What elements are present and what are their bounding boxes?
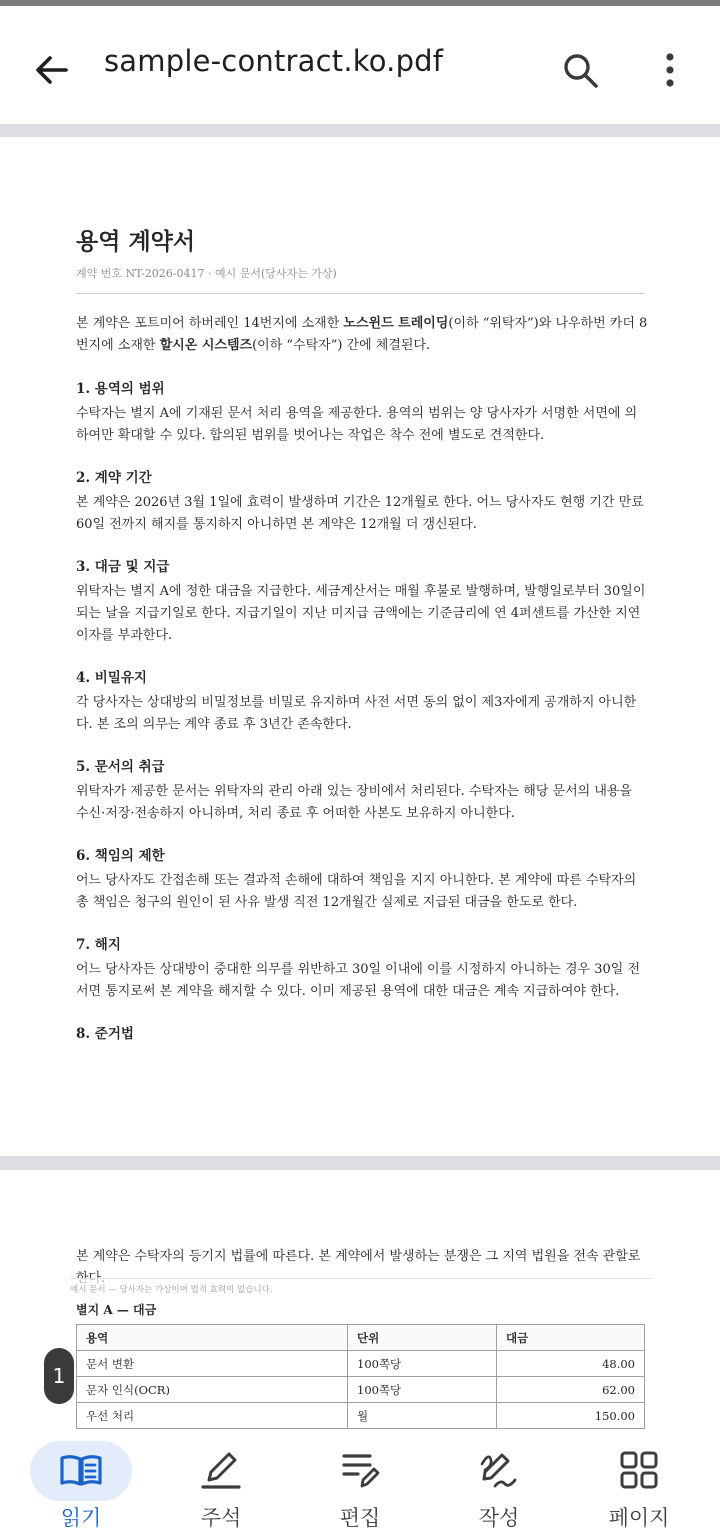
edit-text-icon: [336, 1446, 384, 1494]
page-footnote: 예시 문서 — 당사자는 가상이며 법적 효력이 없습니다.: [70, 1278, 652, 1295]
nav-annotate-label: 주석: [200, 1506, 242, 1530]
app-bar: [0, 6, 720, 124]
arrow-left-icon: [30, 48, 74, 92]
table-cell: 62.00: [497, 1377, 645, 1403]
section-heading: 1. 용역의 범위: [76, 381, 165, 397]
nav-edit[interactable]: [290, 1432, 430, 1536]
table-row: [77, 1351, 645, 1377]
table-cell: 문자 인식(OCR): [77, 1377, 348, 1403]
search-button[interactable]: [558, 48, 602, 92]
bottom-navigation: [0, 1432, 720, 1536]
table-cell: 100쪽당: [348, 1351, 497, 1377]
section-body: 어느 당사자든 상대방이 중대한 의무를 위반하고 30일 이내에 이를 시정하지 아니하는 경우 30일 전 서면 통지로써 본 계약을 해지할 수 있다. 이미 제공된 용역에 대한 대금은 계속 지급하여야 한다.: [76, 962, 641, 999]
page-number-indicator[interactable]: 1: [44, 1348, 74, 1404]
pen-icon: [197, 1446, 245, 1494]
more-vertical-icon: [648, 48, 692, 92]
section-body: 어느 당사자도 간접손해 또는 결과적 손해에 대하여 책임을 지지 아니한다. 본 계약에 따른 수탁자의 총 책임은 청구의 원인이 된 사유 발생 직전 12개월간 실제로 지급된 대금을 한도로 한다.: [76, 873, 637, 910]
table-header: 용역: [77, 1325, 348, 1351]
nav-annotate[interactable]: [151, 1432, 291, 1536]
section-body: 위탁자는 별지 A에 정한 대금을 지급한다. 세금계산서는 매월 후불로 발행하며, 발행일로부터 30일이 되는 날을 지급기일로 한다. 지급기일이 지난 미지급 금액에는 기준금리에 연 4퍼센트를 가산한 지연 이자를 부과한다.: [76, 584, 646, 643]
more-options-button[interactable]: [648, 48, 692, 92]
intro-paragraph: 본 계약은 포트미어 하버레인 14번지에 소재한 노스윈드 트레이딩(이하 “위탁자”)와 나우하번 카더 8 번지에 소재한 할시온 시스템즈(이하 “수탁자”) 간에 체결된다.: [76, 316, 648, 353]
table-cell: 문서 변환: [77, 1351, 348, 1377]
section-body: 각 당사자는 상대방의 비밀정보를 비밀로 유지하며 사전 서면 동의 없이 제3자에게 공개하지 아니한 다. 본 조의 의무는 계약 종료 후 3년간 존속한다.: [76, 695, 637, 732]
table-cell: 월: [348, 1403, 497, 1429]
search-icon: [558, 48, 602, 92]
table-cell: 우선 처리: [77, 1403, 348, 1429]
section-heading: 2. 계약 기간: [76, 470, 152, 486]
table-row: [77, 1377, 645, 1403]
governing-law-paragraph: 본 계약은 수탁자의 등기지 법률에 따른다. 본 계약에서 발생하는 분쟁은 그 지역 법원을 전속 관할로: [76, 1249, 641, 1264]
contract-subtitle: 계약 번호 NT-2026-0417 · 예시 문서(당사자는 가상): [76, 267, 337, 280]
nav-write-label: 작성: [478, 1506, 520, 1530]
annex-title: 별지 A — 대금: [76, 1303, 157, 1317]
pdf-page-1[interactable]: [0, 137, 720, 1156]
grid-icon: [615, 1446, 663, 1494]
signature-icon: [475, 1446, 523, 1494]
section-heading: 8. 준거법: [76, 1026, 134, 1042]
table-cell: 48.00: [497, 1351, 645, 1377]
title-divider: [76, 293, 645, 294]
section-heading: 6. 책임의 제한: [76, 848, 165, 864]
section-heading: 7. 해지: [76, 937, 121, 953]
nav-pages-label: 페이지: [608, 1506, 670, 1530]
nav-edit-label: 편집: [339, 1506, 381, 1530]
section-body: 본 계약은 2026년 3월 1일에 효력이 발생하며 기간은 12개월로 한다. 어느 당사자도 현행 기간 만료 60일 전까지 해지를 통지하지 아니하면 본 계약은 12개월 더 갱신된다.: [76, 495, 644, 532]
table-cell: 150.00: [497, 1403, 645, 1429]
nav-read-label: 읽기: [60, 1506, 102, 1530]
table-header: 단위: [348, 1325, 497, 1351]
section-body: 수탁자는 별지 A에 기재된 문서 처리 용역을 제공한다. 용역의 범위는 양 당사자가 서명한 서면에 의 하여만 확대할 수 있다. 합의된 범위를 벗어나는 작업은 착수 전에 별도로 견적한다.: [76, 406, 638, 443]
section-heading: 4. 비밀유지: [76, 670, 147, 686]
contract-title: 용역 계약서: [76, 228, 196, 255]
fee-table: [76, 1324, 645, 1429]
table-cell: 100쪽당: [348, 1377, 497, 1403]
book-open-icon: [57, 1446, 105, 1494]
document-title: sample-contract.ko.pdf: [104, 44, 444, 78]
table-header: 대금: [497, 1325, 645, 1351]
section-heading: 5. 문서의 취급: [76, 759, 165, 775]
section-heading: 3. 대금 및 지급: [76, 559, 170, 575]
table-row: [77, 1403, 645, 1429]
table-header-row: [77, 1325, 645, 1351]
back-button[interactable]: [30, 48, 74, 92]
nav-pages[interactable]: [569, 1432, 709, 1536]
section-body: 위탁자가 제공한 문서는 위탁자의 관리 아래 있는 장비에서 처리된다. 수탁자는 해당 문서의 내용을 수신·저장·전송하지 아니하며, 처리 종료 후 어떠한 사본도 보유하지 아니한다.: [76, 784, 633, 821]
nav-read[interactable]: [11, 1432, 151, 1536]
nav-write[interactable]: [429, 1432, 569, 1536]
